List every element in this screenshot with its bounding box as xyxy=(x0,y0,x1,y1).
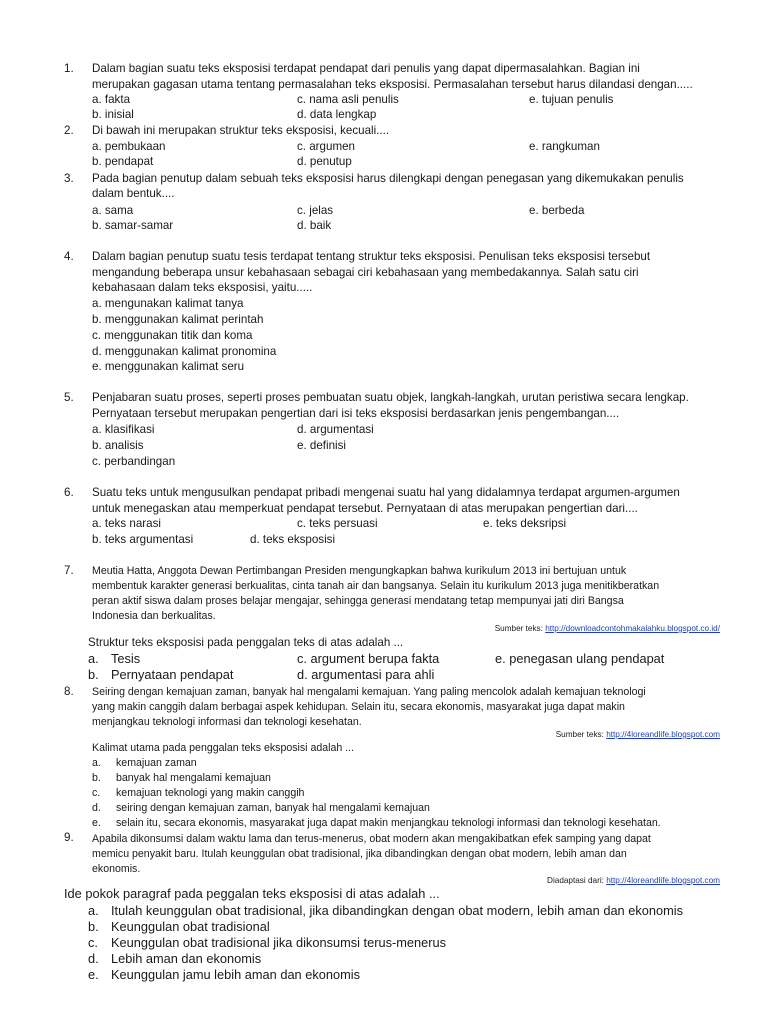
source-label: Sumber teks: xyxy=(555,730,604,739)
option-d[interactable]: d. menggunakan kalimat pronomina xyxy=(92,345,277,358)
option-a[interactable]: a. sama xyxy=(92,204,134,217)
option-b[interactable]: Keunggulan obat tradisional xyxy=(111,919,270,934)
source-label: Diadaptasi dari: xyxy=(547,876,604,885)
question-number: 3. xyxy=(64,172,74,185)
option-d[interactable]: d. teks eksposisi xyxy=(250,533,336,546)
option-a[interactable]: a. pembukaan xyxy=(92,140,166,153)
question-text-line: mengandung beberapa unsur kebahasaan sebagai ciri kebahasaan yang membedakannya. Salah satu ciri xyxy=(92,266,639,279)
question-number: 4. xyxy=(64,250,74,263)
question-number: 2. xyxy=(64,124,74,137)
option-letter: e. xyxy=(92,817,101,829)
option-a[interactable]: a. klasifikasi xyxy=(92,423,155,436)
question-text-line: Dalam bagian penutup suatu tesis terdapat tentang struktur teks eksposisi. Penulisan teks eksposisi tersebut xyxy=(92,250,651,263)
option-c[interactable]: c. menggunakan titik dan koma xyxy=(92,329,253,342)
passage-line: menjangkau teknologi informasi dan teknologi kesehatan. xyxy=(92,716,362,728)
question-number: 5. xyxy=(64,391,74,404)
option-d[interactable]: d. data lengkap xyxy=(297,108,377,121)
option-b[interactable]: b. samar-samar xyxy=(92,219,174,232)
option-e[interactable]: e. penegasan ulang pendapat xyxy=(495,651,665,666)
option-e[interactable]: e. definisi xyxy=(297,439,346,452)
option-c[interactable]: c. jelas xyxy=(297,204,334,217)
option-b[interactable]: b. teks argumentasi xyxy=(92,533,194,546)
option-letter: d. xyxy=(92,802,101,814)
option-c[interactable]: c. nama asli penulis xyxy=(297,93,399,106)
option-c[interactable]: c. argument berupa fakta xyxy=(297,651,440,666)
question-text-line: Pada bagian penutup dalam sebuah teks eksposisi harus dilengkapi dengan penegasan yang dikemukakan penulis xyxy=(92,172,684,185)
passage-line: Apabila dikonsumsi dalam waktu lama dan terus-menerus, obat modern akan mengakibatkan efek samping yang dapat xyxy=(92,833,651,845)
passage-line: Meutia Hatta, Anggota Dewan Pertimbangan Presiden mengungkapkan bahwa kurikulum 2013 ini bertujuan untuk xyxy=(92,565,627,577)
question-text-line: dalam bentuk.... xyxy=(92,187,175,200)
question-prompt: Ide pokok paragraf pada peggalan teks eksposisi di atas adalah ... xyxy=(64,886,440,901)
source-link[interactable]: http://4loreandlife.blogspot.com xyxy=(606,876,720,885)
question-text-line: Di bawah ini merupakan struktur teks eksposisi, kecuali.... xyxy=(92,124,390,137)
option-e[interactable]: Keunggulan jamu lebih aman dan ekonomis xyxy=(111,967,360,982)
option-d[interactable]: seiring dengan kemajuan zaman, banyak hal mengalami kemajuan xyxy=(116,802,430,814)
option-a[interactable]: a. mengunakan kalimat tanya xyxy=(92,297,244,310)
question-number: 1. xyxy=(64,62,74,75)
option-e[interactable]: selain itu, secara ekonomis, masyarakat juga dapat makin menjangkau teknologi informasi dan teknologi kesehatan. xyxy=(116,817,661,829)
passage-line: membentuk karakter generasi berkualitas, cinta tanah air dan bangsanya. Selain itu kurikulum 2013 juga menitikberatkan xyxy=(92,580,660,592)
option-b[interactable]: banyak hal mengalami kemajuan xyxy=(116,772,271,784)
option-c[interactable]: Keunggulan obat tradisional jika dikonsumsi terus-menerus xyxy=(111,935,447,950)
passage-line: Indonesia dan berkualitas. xyxy=(92,610,216,622)
option-letter: c. xyxy=(92,787,101,799)
question-text-line: Pernyataan tersebut merupakan pengertian dari isi teks eksposisi berdasarkan jenis pengembangan.... xyxy=(92,407,620,420)
source-link[interactable]: http://downloadcontohmakalahku.blogspot.co.id/ xyxy=(545,624,720,633)
option-b[interactable]: b. inisial xyxy=(92,108,134,121)
passage-line: memicu penyakit baru. Itulah keunggulan obat tradisional, jika dibandingkan dengan obat modern, lebih aman dan xyxy=(92,848,627,860)
source-link[interactable]: http://4loreandlife.blogspot.com xyxy=(606,730,720,739)
option-letter: d. xyxy=(88,951,99,966)
option-d[interactable]: d. penutup xyxy=(297,155,352,168)
question-text-line: Dalam bagian suatu teks eksposisi terdapat pendapat dari penulis yang dapat dipermasalahkan. Bagian ini xyxy=(92,62,640,75)
option-a[interactable]: Itulah keunggulan obat tradisional, jika dibandingkan dengan obat modern, lebih aman dan ekonomis xyxy=(111,903,683,918)
source-citation xyxy=(547,875,720,886)
option-c[interactable]: kemajuan teknologi yang makin canggih xyxy=(116,787,305,799)
option-b[interactable]: b. menggunakan kalimat perintah xyxy=(92,313,264,326)
option-letter: a. xyxy=(88,651,99,666)
option-d[interactable]: Lebih aman dan ekonomis xyxy=(111,951,262,966)
question-number: 9. xyxy=(64,831,74,844)
source-citation xyxy=(556,729,720,740)
source-label: Sumber teks: xyxy=(494,624,543,633)
option-b[interactable]: b. pendapat xyxy=(92,155,154,168)
option-letter: b. xyxy=(92,772,101,784)
question-number: 6. xyxy=(64,486,74,499)
option-d[interactable]: d. argumentasi xyxy=(297,423,374,436)
option-e[interactable]: e. teks deksripsi xyxy=(483,517,567,530)
option-a[interactable]: a. fakta xyxy=(92,93,131,106)
option-a[interactable]: Tesis xyxy=(111,651,141,666)
option-e[interactable]: e. berbeda xyxy=(529,204,585,217)
passage-line: yang makin canggih dalam berbagai aspek kehidupan. Selain itu, secara ekonomis, masyarakat juga dapat makin xyxy=(92,701,625,713)
question-text-line: Penjabaran suatu proses, seperti proses pembuatan suatu objek, langkah-langkah, urutan peristiwa secara lengkap. xyxy=(92,391,689,404)
option-b[interactable]: b. analisis xyxy=(92,439,144,452)
option-c[interactable]: c. perbandingan xyxy=(92,455,176,468)
option-letter: a. xyxy=(92,757,101,769)
option-e[interactable]: e. tujuan penulis xyxy=(529,93,614,106)
passage-line: ekonomis. xyxy=(92,863,141,875)
question-prompt: Struktur teks eksposisi pada penggalan teks di atas adalah ... xyxy=(88,636,404,649)
option-a[interactable]: a. teks narasi xyxy=(92,517,161,530)
option-letter: e. xyxy=(88,967,99,982)
option-d[interactable]: d. argumentasi para ahli xyxy=(297,667,435,682)
option-letter: c. xyxy=(88,935,98,950)
option-letter: b. xyxy=(88,919,99,934)
question-number: 8. xyxy=(64,685,74,698)
option-letter: b. xyxy=(88,667,99,682)
passage-line: Seiring dengan kemajuan zaman, banyak hal mengalami kemajuan. Yang paling mencolok adalah kemajuan teknologi xyxy=(92,686,646,698)
option-e[interactable]: e. rangkuman xyxy=(529,140,600,153)
question-number: 7. xyxy=(64,564,74,577)
question-text-line: Suatu teks untuk mengusulkan pendapat pribadi mengenai suatu hal yang didalamnya terdapat argumen-argumen xyxy=(92,486,680,499)
option-c[interactable]: c. teks persuasi xyxy=(297,517,378,530)
source-citation xyxy=(495,623,720,634)
option-letter: a. xyxy=(88,903,99,918)
question-text-line: kebahasaan dalam teks eksposisi, yaitu..... xyxy=(92,281,313,294)
question-text-line: merupakan gagasan utama tentang permasalahan teks eksposisi. Permasalahan tersebut harus dilandasi dengan..... xyxy=(92,78,693,91)
option-e[interactable]: e. menggunakan kalimat seru xyxy=(92,360,245,373)
option-d[interactable]: d. baik xyxy=(297,219,332,232)
option-b[interactable]: Pernyataan pendapat xyxy=(111,667,234,682)
question-prompt: Kalimat utama pada penggalan teks eksposisi adalah ... xyxy=(92,742,355,754)
option-c[interactable]: c. argumen xyxy=(297,140,355,153)
passage-line: peran aktif siswa dalam proses belajar mengajar, sehingga generasi mendatang tetap mempunyai jati diri Bangsa xyxy=(92,595,624,607)
option-a[interactable]: kemajuan zaman xyxy=(116,757,197,769)
question-text-line: untuk menegaskan atau memperkuat pendapat tersebut. Pernyataan di atas merupakan pengertian dari.... xyxy=(92,502,638,515)
